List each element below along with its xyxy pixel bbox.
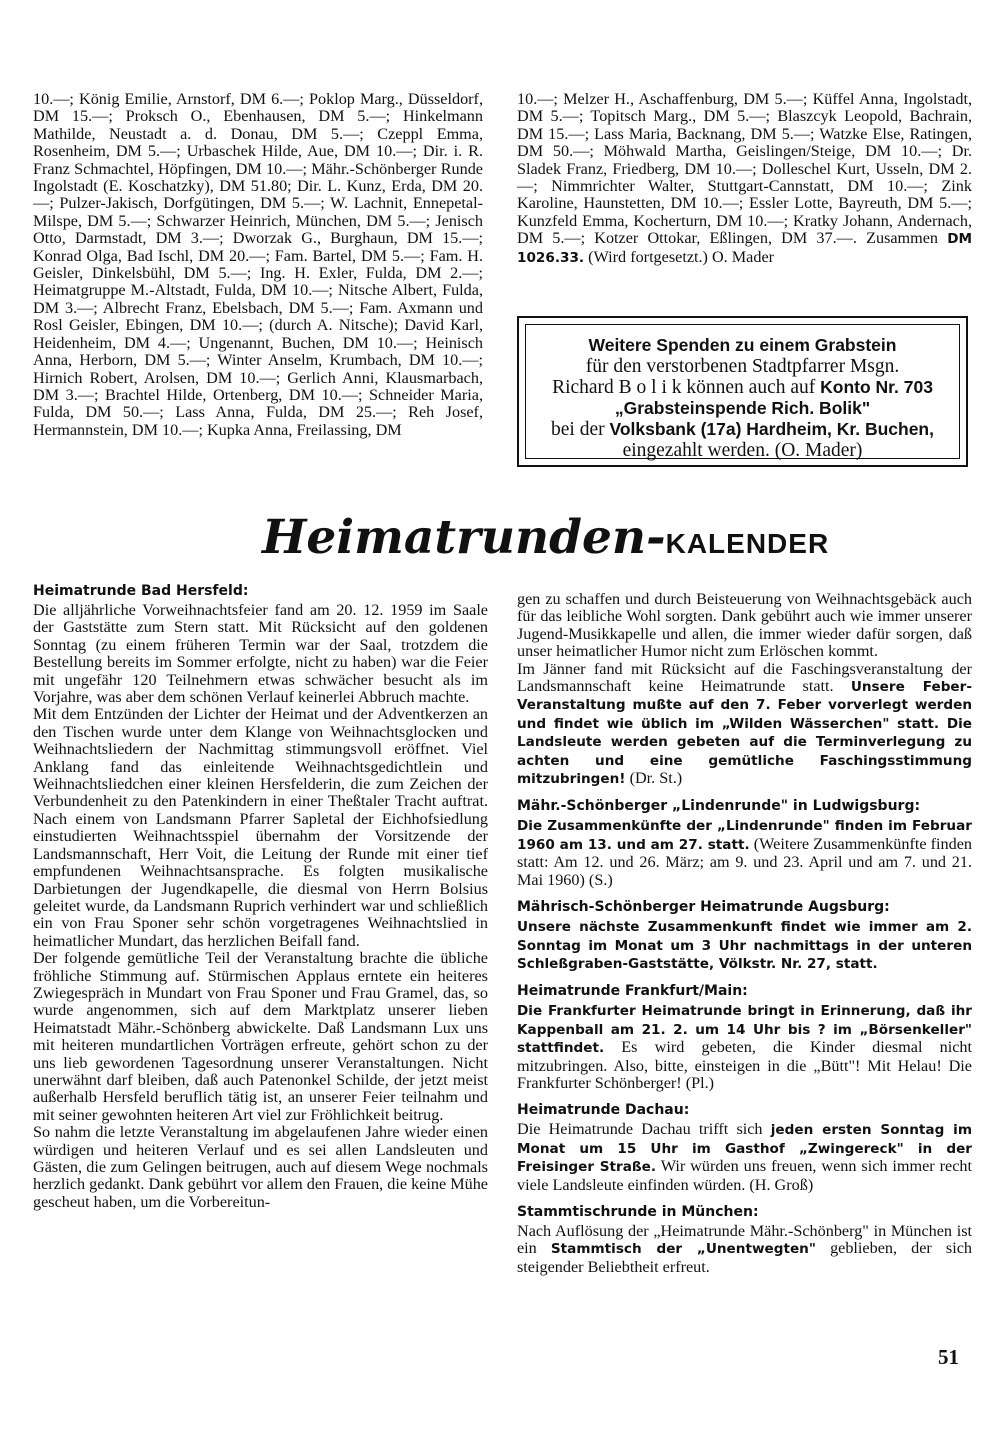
hersfeld-january-note: Im Jänner fand mit Rücksicht auf die Faschingsveranstaltung der Landsmannschaft keine Heimatrunde statt. xyxy=(517,659,972,696)
muenchen-notice: Stammtisch der „Unentwegten" xyxy=(550,1241,816,1258)
donor-list-entries: 10.—; Melzer H., Aschaffenburg, DM 5.—; Küffel Anna, Ingolstadt, DM 5.—; Topitsch Marg., DM 5.—; Blaszcyk Leopold, Bachrain, DM 15.—; Lass Maria, Backnang, DM 5.—; Watzke Else, Ratingen, DM 50.—; Möhwald Martha, Geislingen/Steige, DM 10.—; Dr. Sladek Franz, Friedberg, DM 10.—; Dolleschel Kurt, Usseln, DM 2.—; Nimmrichter Walter, Stuttgart-Cannstatt, DM 10.—; Zink Karoline, Haunstetten, DM 10.—; Essler Lotte, Bayreuth, DM 5.—; Kunzfeld Emma, Kocherturn, DM 10.—; Kratky Johann, Andernach, DM 5.—; Kotzer Ottokar, Eßlingen, DM 37.—. Zusammen xyxy=(517,90,972,248)
banner-script-title: Heimatrunden- xyxy=(262,510,666,565)
muenchen-text-2: geblieben, der sich steigender Beliebtheit erfreut. xyxy=(517,1239,972,1276)
hersfeld-paragraph-3: Der folgende gemütliche Teil der Veranstaltung brachte die übliche fröhliche Stimmung auf. Stürmischen Applaus erntete ein heiteres Zwiegespräch in Mundart von Frau Sponer und Frau Gramel, das, so wurde angenommen, sich auf dem Marktplatz unserer lieben Heimatstadt Mähr.-Schönberg abwickelte. Daß Landsmann Lux uns mit heiteren mundartlichen Vorträgen erfreute, gehört schon zu der uns lieb gewordenen Tagesordnung unserer Veranstaltungen. Nicht unerwähnt darf bleiben, daß auch Patenonkel Schilde, der jetzt meist außerhalb Hersfeld beruflich tätig ist, an unserer Feier teilnahm und mit seiner gewohnten heiteren Art viel zur Fröhlichkeit beitrug. xyxy=(33,949,488,1124)
augsburg-paragraph xyxy=(517,918,972,973)
dachau-notice: jeden ersten Sonntag im Monat um 15 Uhr im Gasthof „Zwingereck" in der Freisinger Straße. xyxy=(517,1122,972,1176)
page-number: 51 xyxy=(938,1345,959,1369)
ludwigsburg-notice: Die Zusammenkünfte der „Lindenrunde" finden im Februar 1960 am 13. und am 27. statt. xyxy=(517,818,972,853)
donation-box-line5: eingezahlt werden. (O. Mader) xyxy=(622,440,863,461)
hersfeld-signoff: (Dr. St.) xyxy=(629,769,683,788)
hersfeld-paragraph-4: So nahm die letzte Veranstaltung im abgelaufenen Jahre wieder einen würdigen und heiteren Verlauf und es sei allen Landsleuten und Gästen, die zum Gelingen beitrugen, auch auf diesem Wege nochmals herzlich gedankt. Dank gebührt vor allem den Frauen, die keine Mühe gescheut haben, um die Vorbereitun- xyxy=(33,1123,488,1211)
donor-list-signoff: (Wird fortgesetzt.) O. Mader xyxy=(588,247,775,266)
hersfeld-paragraph-5: gen zu schaffen und durch Beisteuerung von Weihnachtsgebäck auch für das leibliche Wohl sorgten. Dank gebührt auch wie immer unserer Jugend-Musikkapelle und allen, die immer wieder dafür sorgen, daß unser heimatlicher Humor nicht zum Erlöschen kommt. xyxy=(517,590,972,661)
heimatrunden-kalender-banner xyxy=(262,510,829,565)
frankfurt-paragraph xyxy=(517,1002,972,1092)
heading-bad-hersfeld: Heimatrunde Bad Hersfeld: xyxy=(33,583,249,599)
donor-list-left xyxy=(33,91,483,439)
heading-frankfurt: Heimatrunde Frankfurt/Main: xyxy=(517,983,748,1000)
donation-box-konto: Konto Nr. 703 „Grabsteinspende Rich. Bolik" xyxy=(614,377,933,418)
frankfurt-notice: Die Frankfurter Heimatrunde bringt in Erinnerung, daß ihr Kappenball am 21. 2. um 14 Uhr bis ? im „Börsenkeller" stattfindet. xyxy=(517,1003,972,1057)
hersfeld-paragraph-1: Die alljährliche Vorweihnachtsfeier fand am 20. 12. 1959 im Saale der Gaststätte zum Stern statt. Mit Rücksicht auf den goldenen Sonntag (zu einem früheren Termin war der Saal, trotzdem die Bestellung bereits im Sommer erfolgte, nicht zu haben) war die Feier mit ungefähr 120 Teilnehmern etwas schwächer besucht als im Vorjahre, was aber dem schönen Verlauf keinerlei Abbruch machte. xyxy=(33,601,488,707)
heading-augsburg: Mährisch-Schönberger Heimatrunde Augsburg: xyxy=(517,899,890,916)
gravestone-donation-inner xyxy=(525,324,960,459)
hersfeld-paragraph-2: Mit dem Entzünden der Lichter der Heimat und der Adventkerzen an den Tischen wurde unter dem Klange von Weihnachtsglocken und Weihnachtsliedern der Nachmittag stimmungsvoll eröffnet. Viel Anklang fand das einleitende Weihnachtsgedichtlein und Weihnachtsliedchen einer kleinen Hersfelderin, die zum Zeichen der Verbundenheit zu den Patenkindern in einer Theßtaler Tracht auftrat. Nach einem von Landsmann Pfarrer Sapletal der Eichhofsiedlung einstudierten Weihnachtsspiel übernahm der Vorsitzende der Landsmannschaft, Herr Voit, die Leitung der Runde mit einer tief empfundenen Weihnachtsansprache. Es folgten musikalische Darbietungen der Jugendkapelle, die diesmal von Herrn Bolsius geleitet wurde, da Landsmann Ruprich verhindert war und schließlich ein von Frau Sponer sehr schön vorgetragenes Weihnachtslied in heimatlicher Mundart, das herzlichen Beifall fand. xyxy=(33,705,488,950)
donor-list-right xyxy=(517,91,972,267)
dachau-text-1: Die Heimatrunde Dachau trifft sich xyxy=(517,1120,763,1139)
donation-box-line3: Richard B o l i k können auch auf xyxy=(552,377,816,398)
donation-box-line4: bei der xyxy=(551,419,605,440)
calendar-column-right xyxy=(517,591,972,1276)
muenchen-text-1: Nach Auflösung der „Heimatrunde Mähr.-Schönberg" in München ist ein xyxy=(517,1221,972,1258)
dachau-paragraph xyxy=(517,1121,972,1194)
hersfeld-february-notice: Unsere Feber-Veranstaltung mußte auf den 7. Feber vorverlegt werden und findet wie üblich im „Wilden Wässerchen" statt. Die Landsleute werden gebeten auf die Terminverlegung zu achten und eine gemütliche Faschingsstimmung mitzubringen! xyxy=(517,679,972,788)
augsburg-notice: Unsere nächste Zusammenkunft findet wie immer am 2. Sonntag im Monat um 3 Uhr nachmittags in der unteren Schleßgraben-Gaststätte, Völkstr. Nr. 27, statt. xyxy=(517,919,972,972)
heading-ludwigsburg: Mähr.-Schönberger „Lindenrunde" in Ludwigsburg: xyxy=(517,798,921,815)
donation-total: DM 1026.33. xyxy=(517,231,973,266)
donation-box-line1: Weitere Spenden zu einem Grabstein xyxy=(588,335,897,355)
calendar-column-left xyxy=(33,582,488,1211)
ludwigsburg-paragraph xyxy=(517,817,972,889)
donor-list-text: 10.—; König Emilie, Arnstorf, DM 6.—; Poklop Marg., Düsseldorf, DM 15.—; Proksch O., Ebenhausen, DM 5.—; Hinkelmann Mathilde, Neustadt a. d. Donau, DM 5.—; Czeppl Emma, Rosenheim, DM 5.—; Urbaschek Hilde, Aue, DM 10.—; Dir. i. R. Franz Schmachtel, Höpfingen, DM 10.—; Mähr.-Schönberger Runde Ingolstadt (E. Koschatzky), DM 51.80; Dir. L. Kunz, Erda, DM 20.—; Pulzer-Jakisch, Dorfgütingen, DM 5.—; W. Lachnit, Ennepetal-Milspe, DM 5.—; Schwarzer Heinrich, München, DM 5.—; Jenisch Otto, Darmstadt, DM 3.—; Dworzak G., Burghaun, DM 15.—; Konrad Olga, Bad Ischl, DM 20.—; Fam. Bartel, DM 5.—; Fam. H. Geisler, Dinkelsbühl, DM 5.—; Ing. H. Exler, Fulda, DM 2.—; Heimatgruppe M.-Altstadt, Fulda, DM 10.—; Nitsche Albert, Fulda, DM 3.—; Albrecht Franz, Ebelsbach, DM 5.—; Fam. Axmann und Rosl Geisler, Ebingen, DM 10.—; (durch A. Nitsche); David Karl, Heidenheim, DM 4.—; Ungenannt, Buchen, DM 10.—; Heinisch Anna, Herborn, DM 5.—; Winter Anselm, Krumbach, DM 10.—; Hirnich Robert, Arolsen, DM 10.—; Gerlich Anni, Klausmarbach, DM 3.—; Brachtel Hilde, Ortenberg, DM 10.—; Schneider Maria, Fulda, DM 50.—; Lass Anna, Fulda, DM 25.—; Reh Josef, Hermannstein, DM 10.—; Kupka Anna, Freilassing, DM xyxy=(33,90,483,439)
heading-muenchen: Stammtischrunde in München: xyxy=(517,1203,759,1220)
banner-caps-title: KALENDER xyxy=(665,528,830,559)
heading-dachau: Heimatrunde Dachau: xyxy=(517,1102,690,1119)
donor-list-text-continued xyxy=(517,91,972,267)
frankfurt-text: Es wird gebeten, die Kinder diesmal nicht mitzubringen. Also, bitte, einsteigen in die „Bütt"! Mit Helau! Die Frankfurter Schönberger! (Pl.) xyxy=(517,1038,972,1092)
ludwigsburg-dates: (Weitere Zusammenkünfte finden statt: Am 12. und 26. März; am 9. und 23. April und am 7. und 21. Mai 1960) (S.) xyxy=(517,834,973,889)
muenchen-paragraph xyxy=(517,1223,972,1276)
hersfeld-paragraph-6 xyxy=(517,661,972,789)
dachau-text-2: Wir würden uns freuen, wenn sich immer recht viele Landsleute einfinden würden. (H. Groß) xyxy=(517,1157,972,1194)
donation-box-bank: Volksbank (17a) Hardheim, Kr. Buchen, xyxy=(609,419,934,439)
gravestone-donation-box xyxy=(517,316,968,467)
donation-box-line2: für den verstorbenen Stadtpfarrer Msgn. xyxy=(585,356,900,377)
